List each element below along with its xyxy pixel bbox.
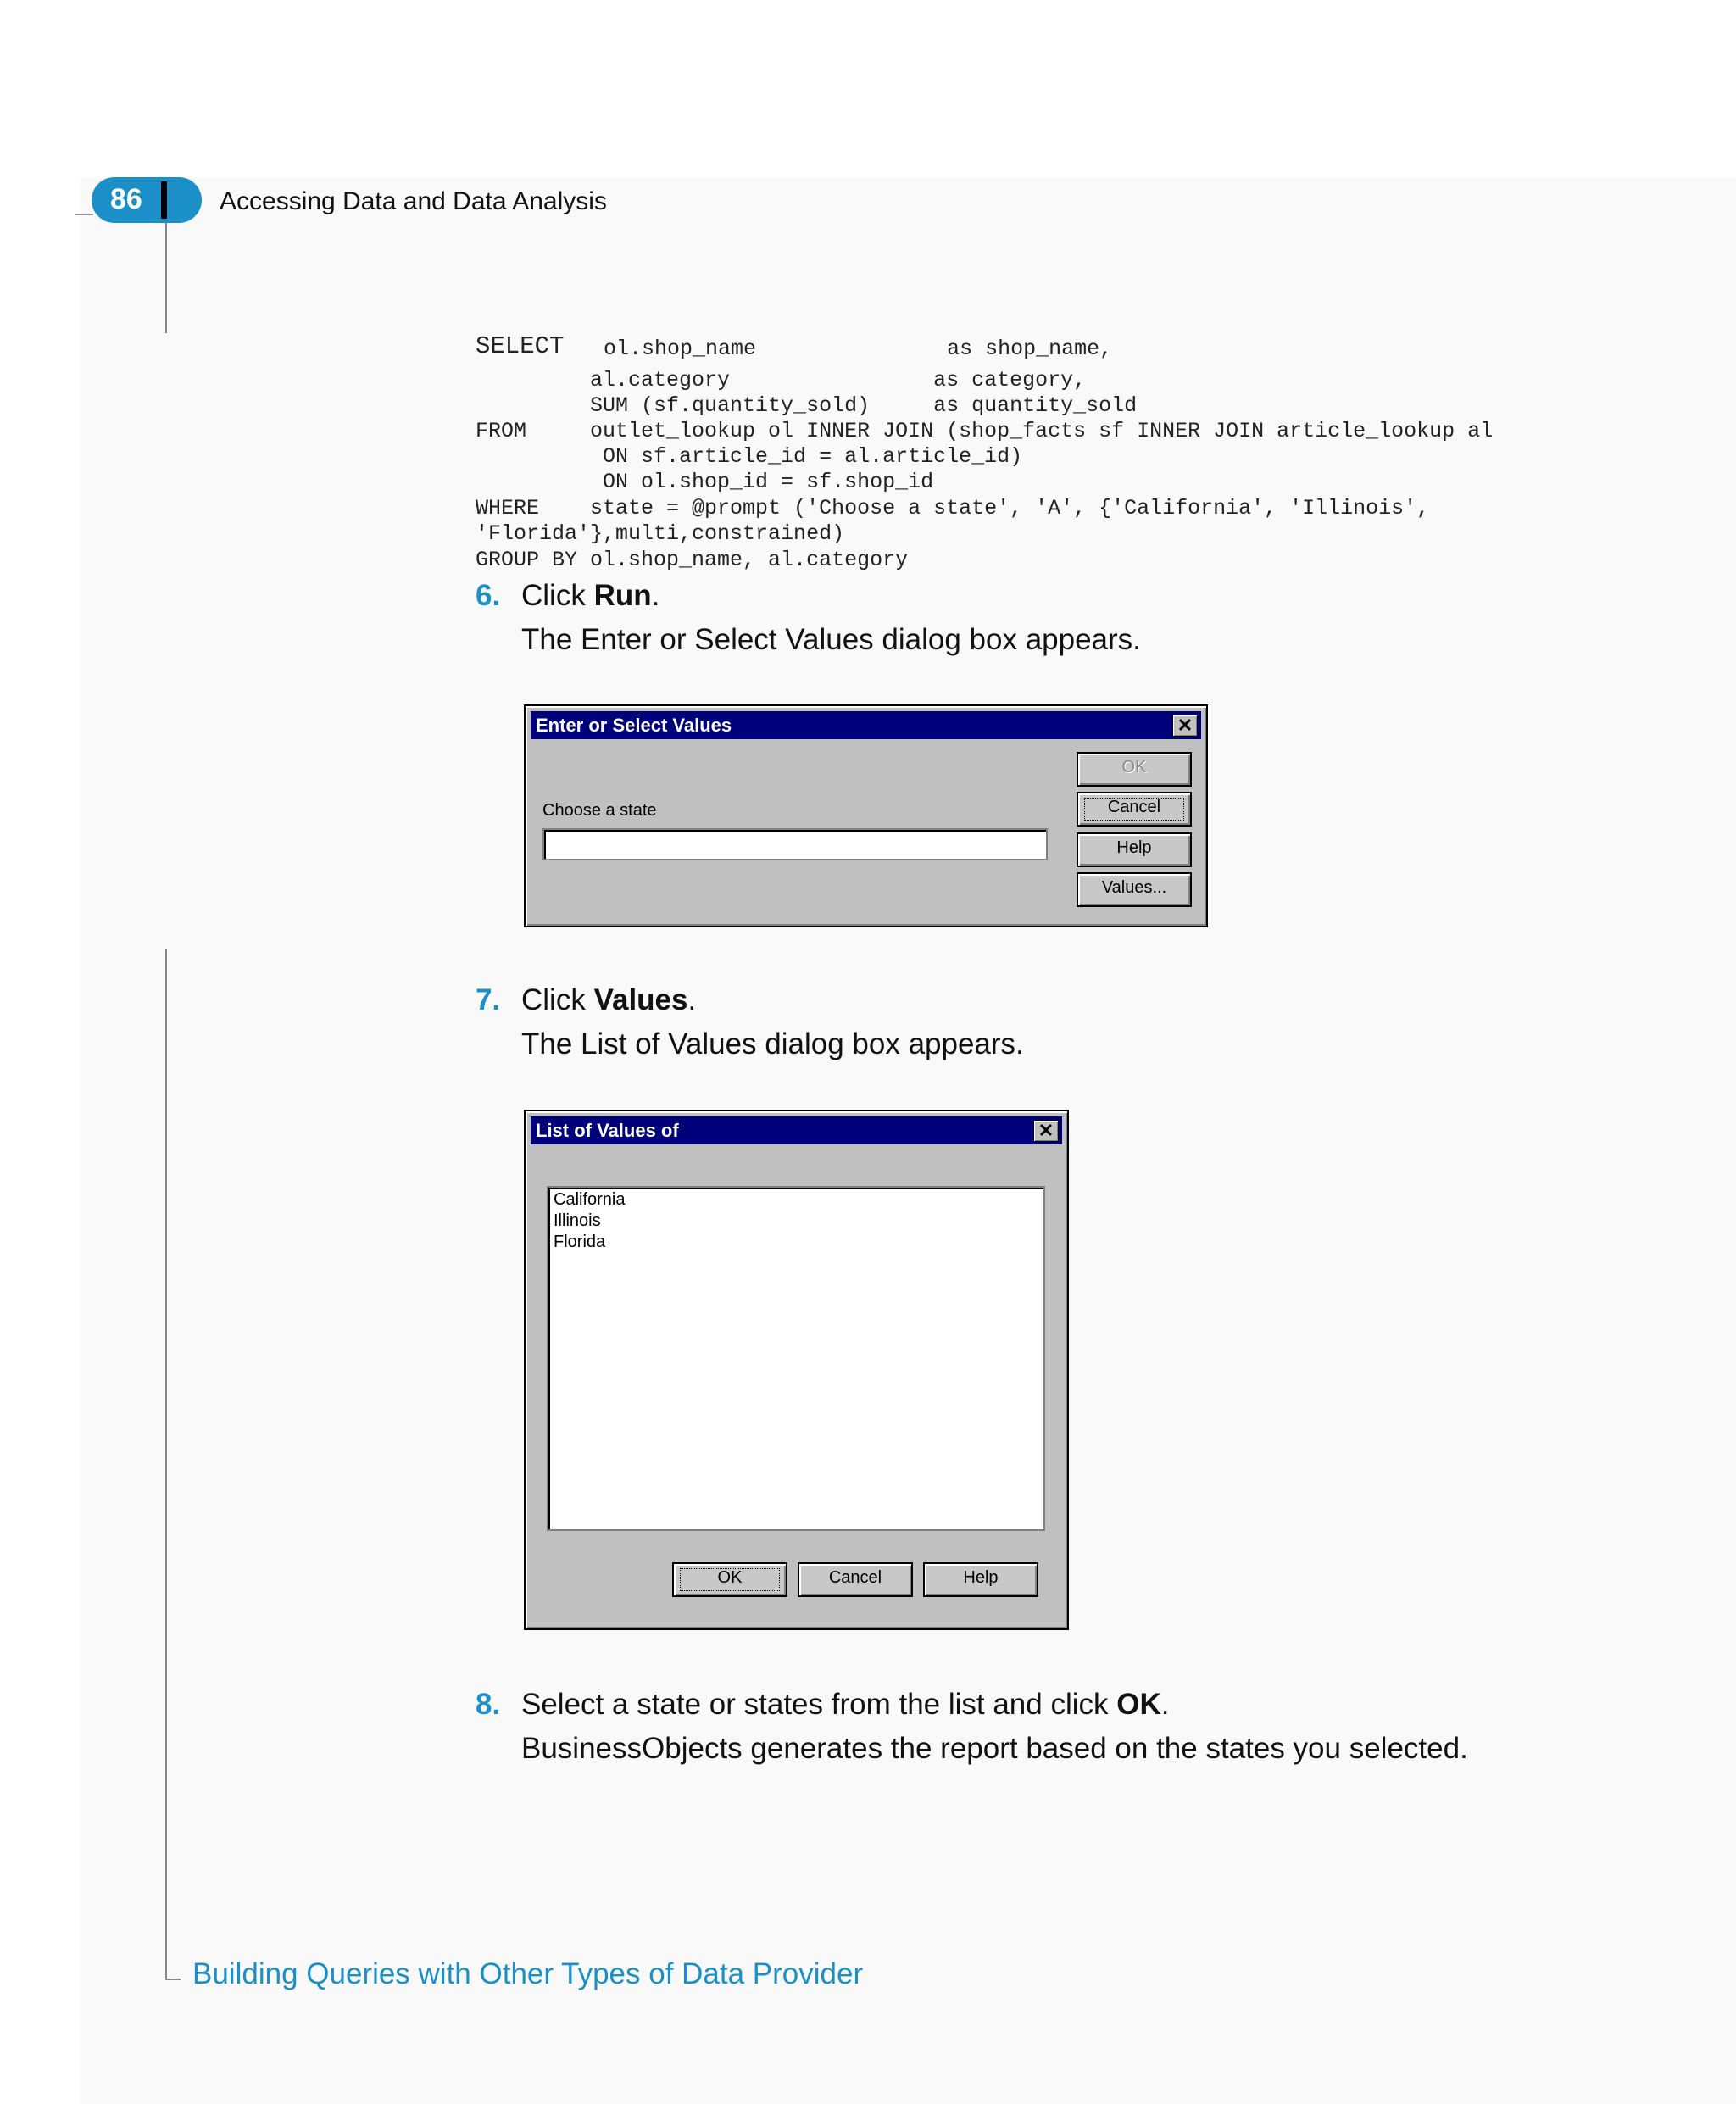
margin-rule-top: [165, 223, 167, 333]
dialog-titlebar: [531, 711, 1201, 739]
step-result: The List of Values dialog box appears.: [521, 1027, 1024, 1060]
close-icon[interactable]: ✕: [1172, 715, 1198, 737]
step-number: 8.: [476, 1688, 501, 1721]
code-keyword-select: SELECT: [476, 332, 565, 360]
code-line-9: GROUP BY ol.shop_name, al.category: [476, 548, 909, 572]
values-listbox[interactable]: [547, 1186, 1045, 1531]
list-item[interactable]: Florida: [554, 1233, 606, 1251]
dialog-title: List of Values of: [536, 1120, 679, 1141]
code-line-7: WHERE state = @prompt ('Choose a state', 'A', {'California', 'Illinois',: [476, 496, 1430, 520]
dialog-title: Enter or Select Values: [536, 715, 732, 736]
footer-section-title: Building Queries with Other Types of Data Provider: [192, 1957, 864, 1990]
code-line-4: FROM outlet_lookup ol INNER JOIN (shop_facts sf INNER JOIN article_lookup al: [476, 419, 1494, 443]
code-line-2: al.category as category,: [476, 368, 1087, 392]
help-button[interactable]: Help: [923, 1562, 1038, 1597]
step-result: BusinessObjects generates the report based on the states you selected.: [521, 1732, 1468, 1765]
step-instruction: Click Run.: [521, 579, 660, 612]
code-line-8: 'Florida'},multi,constrained): [476, 521, 845, 546]
list-of-values-dialog: [524, 1110, 1069, 1630]
header-rule: [75, 214, 93, 215]
page-number-badge: [92, 177, 202, 223]
cancel-button[interactable]: Cancel: [798, 1562, 913, 1597]
ok-button[interactable]: OK: [672, 1562, 787, 1597]
list-item[interactable]: Illinois: [554, 1211, 601, 1230]
prompt-label: Choose a state: [542, 801, 657, 820]
page-number-divider: [161, 181, 167, 219]
cancel-button[interactable]: Cancel: [1077, 792, 1192, 827]
step-instruction: Click Values.: [521, 983, 697, 1016]
step-number: 7.: [476, 983, 501, 1016]
step-result: The Enter or Select Values dialog box appears.: [521, 623, 1141, 656]
values-button[interactable]: Values...: [1077, 872, 1192, 907]
dialog-titlebar: [531, 1116, 1062, 1144]
code-line-1: ol.shop_name as shop_name,: [578, 337, 1113, 361]
code-line-6: ON ol.shop_id = sf.shop_id: [476, 470, 934, 494]
page-number: 86: [110, 183, 142, 215]
step-number: 6.: [476, 579, 501, 612]
code-line-5: ON sf.article_id = al.article_id): [476, 444, 1023, 469]
close-icon[interactable]: ✕: [1033, 1120, 1059, 1142]
ok-button[interactable]: OK: [1077, 752, 1192, 787]
footer-rule: [165, 1979, 181, 1980]
enter-values-dialog: [524, 704, 1208, 927]
margin-rule: [165, 949, 167, 1979]
help-button[interactable]: Help: [1077, 832, 1192, 867]
running-head: Accessing Data and Data Analysis: [220, 187, 607, 215]
list-item[interactable]: California: [554, 1190, 626, 1209]
code-line-3: SUM (sf.quantity_sold) as quantity_sold: [476, 393, 1138, 418]
step-instruction: Select a state or states from the list and click OK.: [521, 1688, 1170, 1721]
state-input[interactable]: [542, 828, 1048, 860]
